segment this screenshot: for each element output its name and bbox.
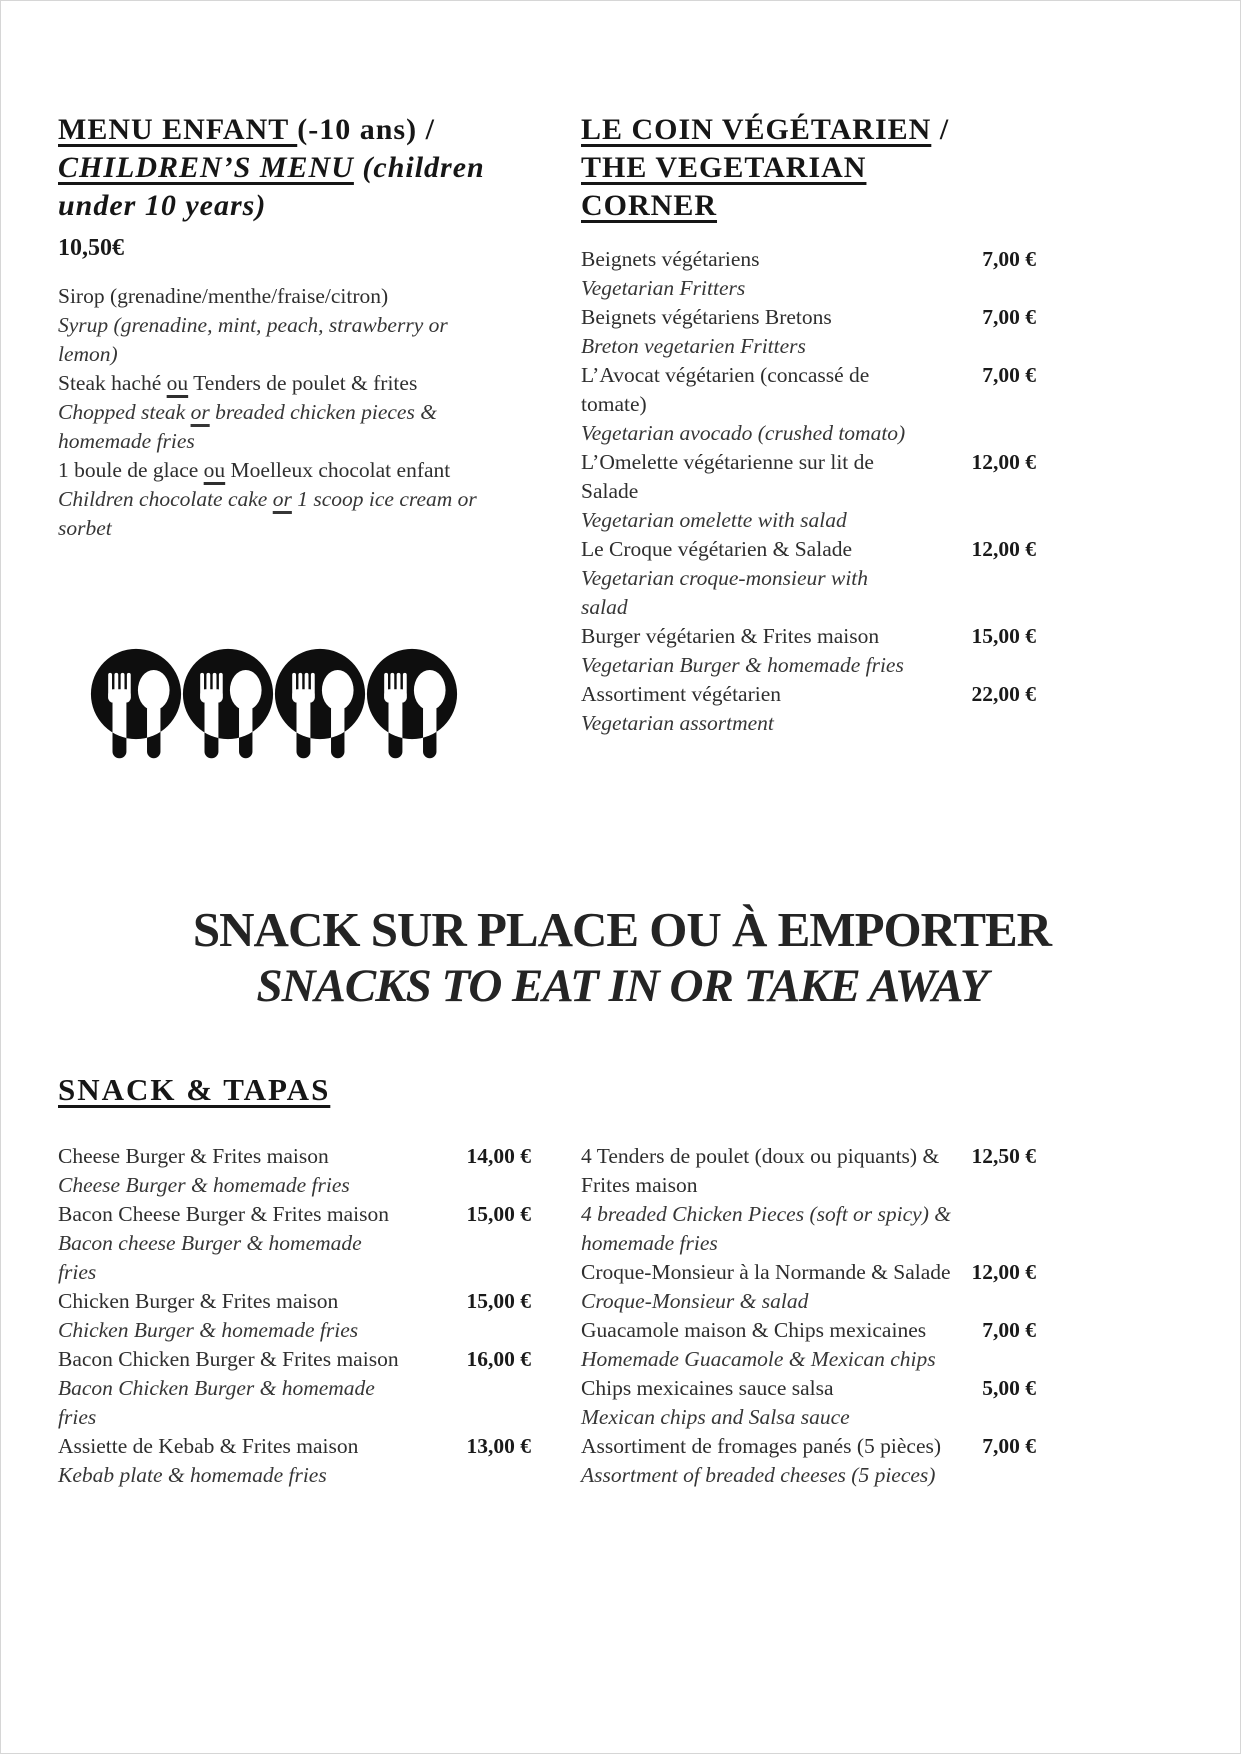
snack-left-column <box>58 1142 531 1490</box>
menu-item-name-fr: Burger végétarien & Frites maison <box>581 624 880 648</box>
menu-item-names <box>581 1432 941 1490</box>
menu-item-price: 5,00 € <box>982 1376 1036 1400</box>
menu-item-translation-en <box>58 485 482 543</box>
fork-spoon-circle-icon <box>272 647 368 764</box>
menu-item-names <box>581 1316 936 1374</box>
vegetarian-title-line2: THE VEGETARIAN <box>581 151 867 184</box>
menu-item <box>581 448 1036 535</box>
menu-item <box>581 245 1036 303</box>
snack-right-column <box>581 1142 1036 1490</box>
menu-item-names <box>58 1287 358 1345</box>
menu-item-price: 15,00 € <box>466 1289 531 1313</box>
menu-item-name-fr: Beignets végétariens <box>581 247 760 271</box>
children-menu-title <box>58 111 531 225</box>
menu-item-names <box>58 1142 350 1200</box>
menu-item-name-fr: Beignets végétariens Bretons <box>581 305 832 329</box>
menu-item-names <box>581 361 917 448</box>
menu-item <box>581 1142 1036 1258</box>
item-text-underlined: or <box>190 400 210 424</box>
menu-item-price: 12,00 € <box>971 450 1036 474</box>
item-text-underlined: ou <box>203 458 226 482</box>
center-heading-fr: SNACK SUR PLACE OU À EMPORTER <box>192 902 1052 957</box>
menu-item-name-fr: Assortiment de fromages panés (5 pièces) <box>581 1434 942 1458</box>
menu-item <box>581 535 1036 622</box>
children-menu-title-line1 <box>58 113 435 146</box>
menu-item-name-fr: Bacon Chicken Burger & Frites maison <box>58 1347 399 1371</box>
menu-item-translation-en: Croque-Monsieur & salad <box>581 1289 809 1313</box>
menu-item-translation-en: Assortment of breaded cheeses (5 pieces) <box>581 1463 936 1487</box>
menu-item-name-fr: Chips mexicaines sauce salsa <box>581 1376 834 1400</box>
snack-tapas-title <box>58 1072 1240 1108</box>
item-text: 1 scoop ice cream or sorbet <box>58 487 477 540</box>
center-heading-en: SNACKS TO EAT IN OR TAKE AWAY <box>256 960 988 1012</box>
menu-item-names <box>581 1258 951 1316</box>
item-text-underlined: ou <box>166 371 189 395</box>
menu-item <box>58 369 482 456</box>
menu-item <box>581 303 1036 361</box>
menu-item-price: 13,00 € <box>466 1434 531 1458</box>
snack-tapas-columns <box>58 1142 1240 1490</box>
menu-item-names <box>581 448 917 535</box>
vegetarian-title-line1 <box>581 113 949 146</box>
menu-item <box>58 1432 531 1490</box>
item-text: 1 boule de glace <box>58 458 204 482</box>
menu-item-names <box>581 1374 850 1432</box>
item-text: breaded chicken pieces & homemade fries <box>58 400 437 453</box>
menu-item-translation-en: Vegetarian Burger & homemade fries <box>581 653 904 677</box>
menu-item-names <box>581 680 781 738</box>
menu-item-translation-en: Vegetarian croque-monsieur with salad <box>581 566 869 619</box>
menu-item-names <box>581 1142 955 1258</box>
vegetarian-title-fr: LE COIN VÉGÉTARIEN <box>581 113 932 146</box>
menu-item-price: 7,00 € <box>982 305 1036 329</box>
menu-item-translation-en: Bacon Chicken Burger & homemade fries <box>58 1376 375 1429</box>
menu-item-price: 22,00 € <box>971 682 1036 706</box>
menu-item-names <box>58 1432 358 1490</box>
menu-item-price: 15,00 € <box>971 624 1036 648</box>
fork-spoon-circle-icon <box>180 647 276 764</box>
menu-item-names <box>58 1200 404 1287</box>
menu-item-price: 12,00 € <box>971 1260 1036 1284</box>
menu-item-translation-en <box>58 398 482 456</box>
menu-item-price: 15,00 € <box>466 1202 531 1226</box>
center-heading <box>58 902 1186 1014</box>
cutlery-badges <box>88 647 531 764</box>
menu-item-names <box>58 1345 404 1432</box>
menu-item-name-fr: Croque-Monsieur à la Normande & Salade <box>581 1260 951 1284</box>
menu-item-translation-en: Breton vegetarien Fritters <box>581 334 806 358</box>
menu-item-name-fr: Cheese Burger & Frites maison <box>58 1144 329 1168</box>
vegetarian-title-fr-rest: / <box>931 113 950 146</box>
menu-item-translation-en: Kebab plate & homemade fries <box>58 1463 327 1487</box>
menu-item-name-fr: Bacon Cheese Burger & Frites maison <box>58 1202 390 1226</box>
menu-item-names <box>581 245 760 303</box>
menu-item-price: 7,00 € <box>982 247 1036 271</box>
menu-item-translation-en: Mexican chips and Salsa sauce <box>581 1405 850 1429</box>
menu-item-price: 7,00 € <box>982 363 1036 387</box>
menu-item <box>581 1432 1036 1490</box>
item-text: Chopped steak <box>58 400 191 424</box>
menu-item-translation-en: Vegetarian assortment <box>581 711 774 735</box>
menu-item <box>581 1316 1036 1374</box>
top-sections <box>58 111 1240 764</box>
menu-item-translation-en: Vegetarian avocado (crushed tomato) <box>581 421 906 445</box>
menu-item-price: 14,00 € <box>466 1144 531 1168</box>
children-menu-title-fr: MENU ENFANT <box>58 113 298 146</box>
menu-item-name-fr: Sirop (grenadine/menthe/fraise/citron) <box>58 284 389 308</box>
menu-item-name-fr: L’Omelette végétarienne sur lit de Salade <box>581 450 874 503</box>
children-menu-title-en: CHILDREN’S MENU <box>58 151 354 184</box>
menu-item-price: 12,50 € <box>971 1144 1036 1168</box>
menu-item-names <box>581 303 832 361</box>
snack-tapas-section <box>58 1072 1240 1490</box>
menu-item-names <box>581 535 917 622</box>
menu-item <box>58 456 482 543</box>
menu-item <box>581 361 1036 448</box>
vegetarian-title-line3: CORNER <box>581 189 718 222</box>
menu-item-name-fr: 4 Tenders de poulet (doux ou piquants) & Frites maison <box>581 1144 940 1197</box>
children-menu-title-en-rest: (children <box>353 151 485 184</box>
menu-item-name-fr: Chicken Burger & Frites maison <box>58 1289 339 1313</box>
menu-item-price: 12,00 € <box>971 537 1036 561</box>
vegetarian-title <box>581 111 1036 225</box>
menu-item-price: 7,00 € <box>982 1318 1036 1342</box>
menu-item-name-fr: Assortiment végétarien <box>581 682 782 706</box>
menu-item-translation-en: Chicken Burger & homemade fries <box>58 1318 359 1342</box>
menu-item <box>58 1345 531 1432</box>
menu-item-name-fr: Assiette de Kebab & Frites maison <box>58 1434 359 1458</box>
fork-spoon-circle-icon <box>88 647 184 764</box>
item-text-underlined: or <box>272 487 292 511</box>
children-menu-title-fr-rest: (-10 ans) / <box>297 113 435 146</box>
menu-item <box>58 1200 531 1287</box>
menu-item-translation-en: Vegetarian omelette with salad <box>581 508 847 532</box>
snack-tapas-title-text: SNACK & TAPAS <box>58 1072 331 1107</box>
menu-item-name-fr: Le Croque végétarien & Salade <box>581 537 853 561</box>
menu-item-names <box>581 622 904 680</box>
children-menu-title-line3: under 10 years) <box>58 189 267 222</box>
item-text: Tenders de poulet & frites <box>188 371 418 395</box>
menu-item <box>581 1258 1036 1316</box>
menu-item <box>58 282 482 369</box>
menu-item <box>581 680 1036 738</box>
menu-item-name-fr <box>58 369 482 398</box>
menu-item-translation-en: Vegetarian Fritters <box>581 276 746 300</box>
menu-item-translation-en: Syrup (grenadine, mint, peach, strawberry or lemon) <box>58 313 448 366</box>
menu-item <box>58 1287 531 1345</box>
fork-spoon-circle-icon <box>364 647 460 764</box>
menu-item-name-fr: Guacamole maison & Chips mexicaines <box>581 1318 927 1342</box>
menu-item <box>581 622 1036 680</box>
children-menu-section <box>58 111 531 764</box>
children-menu-price: 10,50€ <box>58 235 124 261</box>
menu-item-price: 7,00 € <box>982 1434 1036 1458</box>
item-text: Children chocolate cake <box>58 487 273 511</box>
menu-item-translation-en: 4 breaded Chicken Pieces (soft or spicy) & homemade fries <box>581 1202 951 1255</box>
children-menu-items <box>58 282 482 543</box>
menu-item-translation-en: Cheese Burger & homemade fries <box>58 1173 350 1197</box>
vegetarian-section <box>581 111 1036 764</box>
menu-item-translation-en: Bacon cheese Burger & homemade fries <box>58 1231 362 1284</box>
menu-item <box>581 1374 1036 1432</box>
menu-item-price: 16,00 € <box>466 1347 531 1371</box>
vegetarian-items <box>581 245 1036 738</box>
item-text: Steak haché <box>58 371 167 395</box>
menu-item-name-fr <box>58 456 482 485</box>
menu-item-name-fr: L’Avocat végétarien (concassé de tomate) <box>581 363 870 416</box>
children-menu-title-line2 <box>58 151 485 184</box>
menu-item-translation-en: Homemade Guacamole & Mexican chips <box>581 1347 936 1371</box>
item-text: Moelleux chocolat enfant <box>225 458 451 482</box>
menu-item <box>58 1142 531 1200</box>
